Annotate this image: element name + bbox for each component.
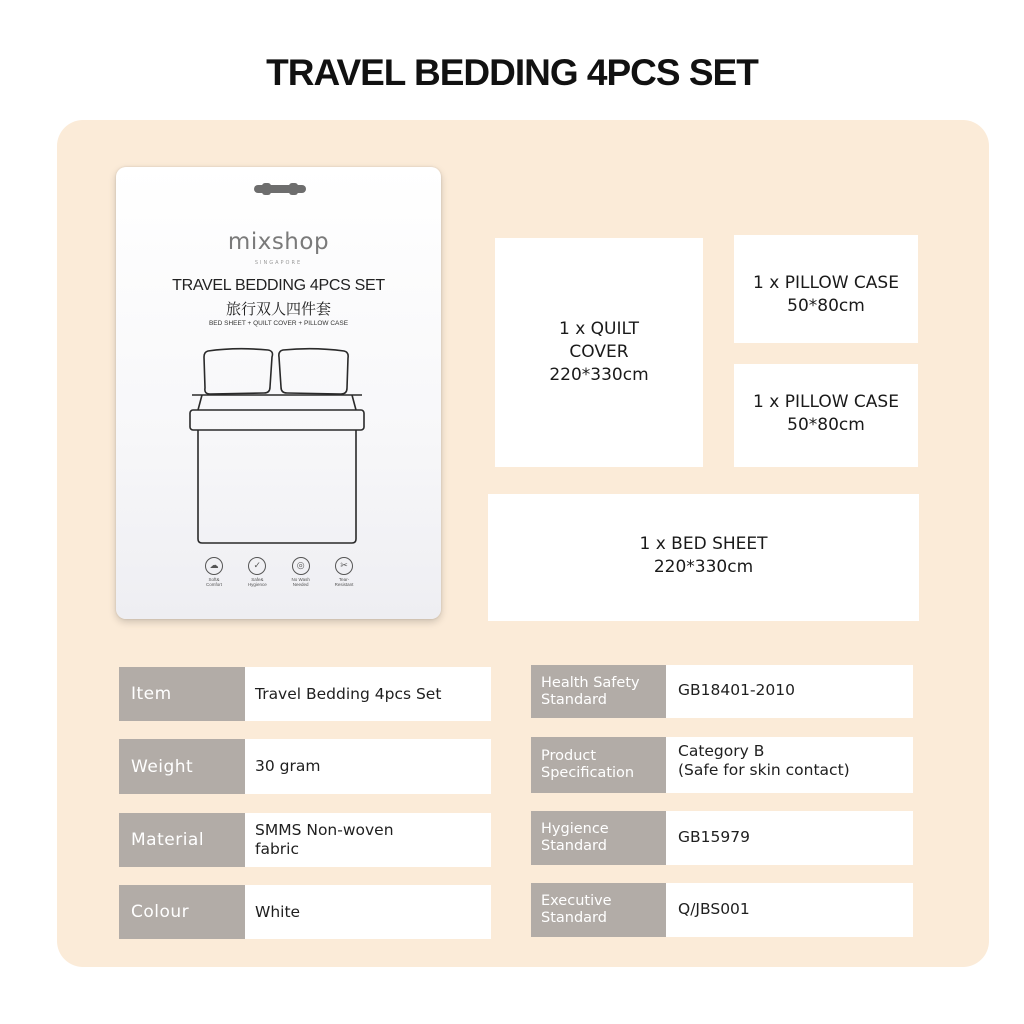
quilt-line-3: 220*330cm bbox=[549, 365, 649, 385]
spec-value-text: GB15979 bbox=[678, 828, 750, 846]
spec-row-hygiene bbox=[531, 811, 913, 865]
spec-value bbox=[666, 737, 913, 793]
spec-value bbox=[245, 739, 491, 794]
spec-label: Item bbox=[119, 667, 245, 721]
spec-label bbox=[531, 737, 666, 793]
feature-label: Needed bbox=[292, 582, 309, 588]
package-title: TRAVEL BEDDING 4PCS SET bbox=[172, 277, 385, 294]
spec-label: Weight bbox=[119, 739, 245, 794]
spec-row-product-spec bbox=[531, 737, 913, 793]
spec-label-text: Product bbox=[541, 748, 597, 764]
pillow-case-card bbox=[734, 235, 918, 343]
pillow-line-1: 1 x PILLOW CASE bbox=[753, 273, 899, 293]
spec-label-text: Executive bbox=[541, 893, 612, 909]
feature-label: No Wash bbox=[291, 577, 310, 582]
no-wash-icon: ◎ bbox=[292, 557, 310, 575]
spec-value-text: 30 gram bbox=[255, 757, 321, 775]
spec-label bbox=[531, 665, 666, 718]
spec-row-colour bbox=[119, 885, 491, 939]
feature-tear-resistant bbox=[324, 557, 364, 597]
feature-label: Comfort bbox=[205, 582, 222, 588]
spec-label-text: Hygience bbox=[541, 821, 609, 837]
soft-comfort-icon: ☁ bbox=[205, 557, 223, 575]
spec-label bbox=[531, 811, 666, 865]
tear-resistant-icon: ✂ bbox=[335, 557, 353, 575]
feature-label: Safe& bbox=[251, 577, 264, 582]
pillow-line-1: 1 x PILLOW CASE bbox=[753, 392, 899, 412]
bed-illustration-icon bbox=[188, 347, 366, 544]
quilt-line-2: COVER bbox=[569, 342, 629, 362]
spec-value-text: GB18401-2010 bbox=[678, 681, 795, 699]
spec-value-text: Category B bbox=[678, 742, 765, 760]
sheet-line-1: 1 x BED SHEET bbox=[639, 534, 768, 554]
package-bag-image bbox=[116, 167, 441, 619]
spec-row-material bbox=[119, 813, 491, 867]
spec-label-text: Standard bbox=[541, 838, 607, 854]
spec-value-text: (Safe for skin contact) bbox=[678, 761, 850, 779]
safe-hygiene-icon: ✓ bbox=[248, 557, 266, 575]
feature-no-wash bbox=[281, 557, 321, 597]
hanger-hole-icon bbox=[254, 185, 306, 193]
spec-row-item bbox=[119, 667, 491, 721]
package-subtitle: BED SHEET + QUILT COVER + PILLOW CASE bbox=[208, 320, 349, 327]
spec-value bbox=[666, 665, 913, 718]
spec-label bbox=[531, 883, 666, 937]
sheet-line-2: 220*330cm bbox=[653, 557, 754, 577]
feature-safe-hygiene bbox=[237, 557, 277, 597]
spec-label-text: Standard bbox=[541, 910, 607, 926]
pillow-line-2: 50*80cm bbox=[787, 415, 865, 435]
spec-row-weight bbox=[119, 739, 491, 794]
spec-label: Colour bbox=[119, 885, 245, 939]
pillow-line-2: 50*80cm bbox=[787, 296, 865, 316]
spec-label-text: Health Safety bbox=[541, 674, 640, 691]
package-brand-sub: SINGAPORE bbox=[254, 260, 303, 266]
pillow-case-card bbox=[734, 364, 918, 467]
feature-label: Tear- bbox=[338, 577, 350, 582]
feature-label: Soft& bbox=[208, 577, 220, 582]
spec-value bbox=[666, 811, 913, 865]
feature-soft-comfort bbox=[194, 557, 234, 597]
quilt-line-1: 1 x QUILT bbox=[558, 319, 640, 339]
spec-row-health-safety bbox=[531, 665, 913, 718]
spec-value bbox=[245, 813, 491, 867]
spec-value-text: White bbox=[255, 902, 301, 921]
quilt-cover-card bbox=[495, 238, 703, 467]
spec-value bbox=[666, 883, 913, 937]
spec-value-text: Q/JBS001 bbox=[678, 900, 750, 918]
spec-value bbox=[245, 667, 491, 721]
page-title: TRAVEL BEDDING 4PCS SET bbox=[266, 52, 758, 93]
package-title-cn: 旅行双人四件套 bbox=[225, 300, 331, 318]
feature-label: Hygience bbox=[247, 582, 267, 588]
package-brand: mixshop bbox=[227, 229, 330, 255]
spec-value bbox=[245, 885, 491, 939]
spec-value-text: fabric bbox=[255, 840, 299, 858]
feature-icons bbox=[194, 557, 364, 597]
spec-row-executive bbox=[531, 883, 913, 937]
spec-label-text: Standard bbox=[541, 691, 607, 708]
feature-label: Resistant bbox=[334, 582, 354, 588]
spec-label-text: Specification bbox=[541, 765, 635, 781]
bed-sheet-card bbox=[488, 494, 919, 621]
spec-value-text: SMMS Non-woven bbox=[255, 821, 394, 839]
spec-value-text: Travel Bedding 4pcs Set bbox=[255, 684, 442, 703]
spec-label: Material bbox=[119, 813, 245, 867]
